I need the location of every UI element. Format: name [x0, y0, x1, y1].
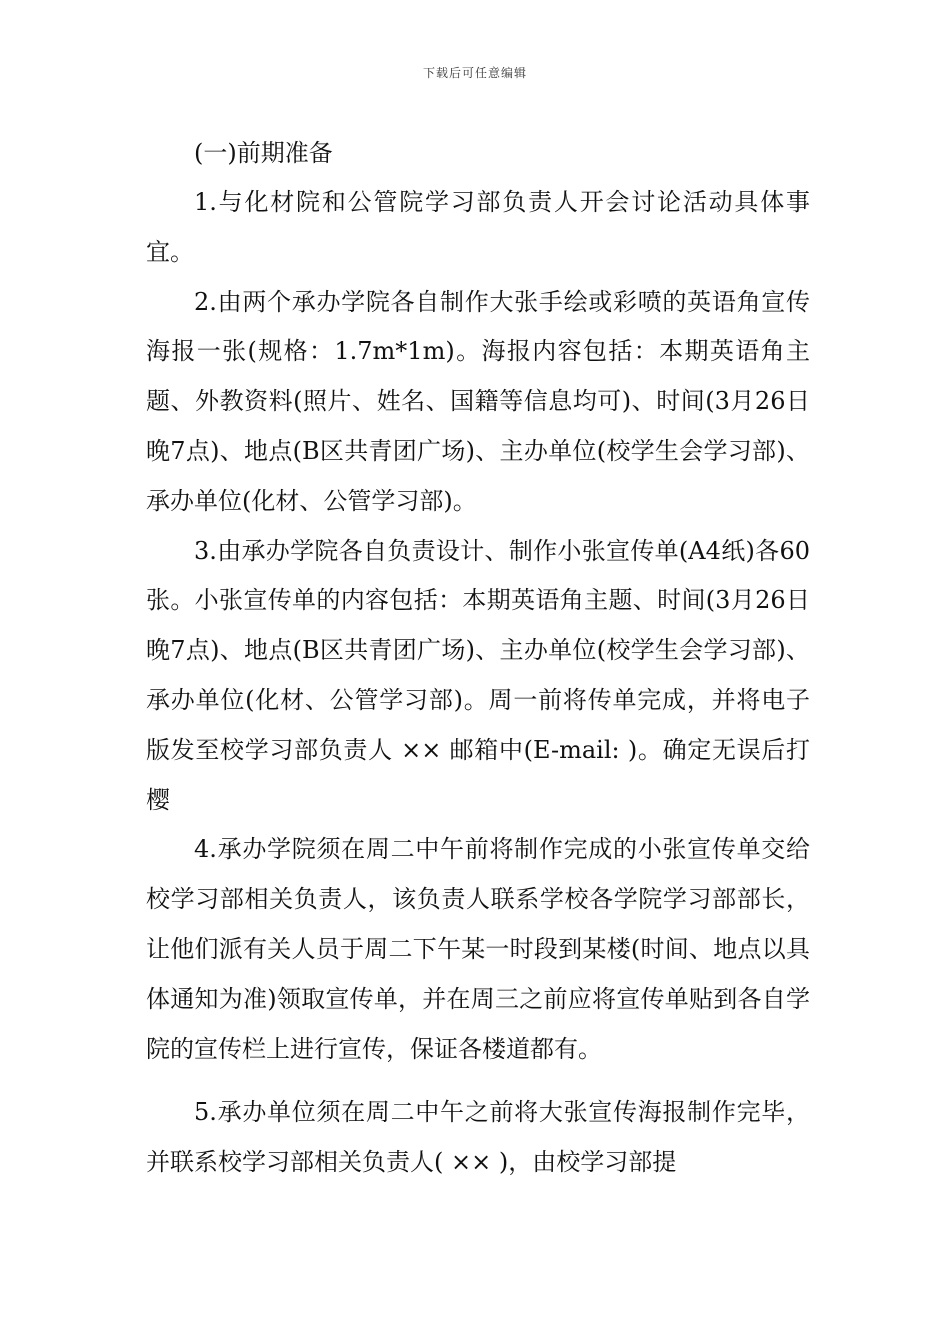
paragraph-4: 4.承办学院须在周二中午前将制作完成的小张宣传单交给校学习部相关负责人，该负责人联系学校各学院学习部部长，让他们派有关人员于周二下午某一时段到某楼(时间、地点以具体通知为准)领取宣传单，并在周三之前应将宣传单贴到各自学院的宣传栏上进行宣传，保证各楼道都有。 [146, 835, 810, 1063]
page-header: 下载后可任意编辑 [422, 66, 527, 80]
paragraph-2: 2.由两个承办学院各自制作大张手绘或彩喷的英语角宣传海报一张(规格：1.7m*1m)。海报内容包括：本期英语角主题、外教资料(照片、姓名、国籍等信息均可)、时间(3月26日晚7点)、地点(B区共青团广场)、主办单位(校学生会学习部)、承办单位(化材、公管学习部)。 [146, 287, 810, 515]
paragraph-1: 1.与化材院和公管院学习部负责人开会讨论活动具体事宜。 [146, 188, 810, 266]
paragraph-5: 5.承办单位须在周二中午之前将大张宣传海报制作完毕，并联系校学习部相关负责人( ×× )，由校学习部提 [146, 1098, 810, 1177]
paragraph-3: 3.由承办学院各自负责设计、制作小张宣传单(A4纸)各60张。小张宣传单的内容包括：本期英语角主题、时间(3月26日晚7点)、地点(B区共青团广场)、主办单位(校学生会学习部)、承办单位(化材、公管学习部)。周一前将传单完成，并将电子版发至校学习部负责人 ×× 邮箱中(E-mail: )。确定无误后打樱 [146, 536, 810, 814]
section-heading: (一)前期准备 [194, 139, 333, 167]
document-body [146, 128, 810, 1188]
